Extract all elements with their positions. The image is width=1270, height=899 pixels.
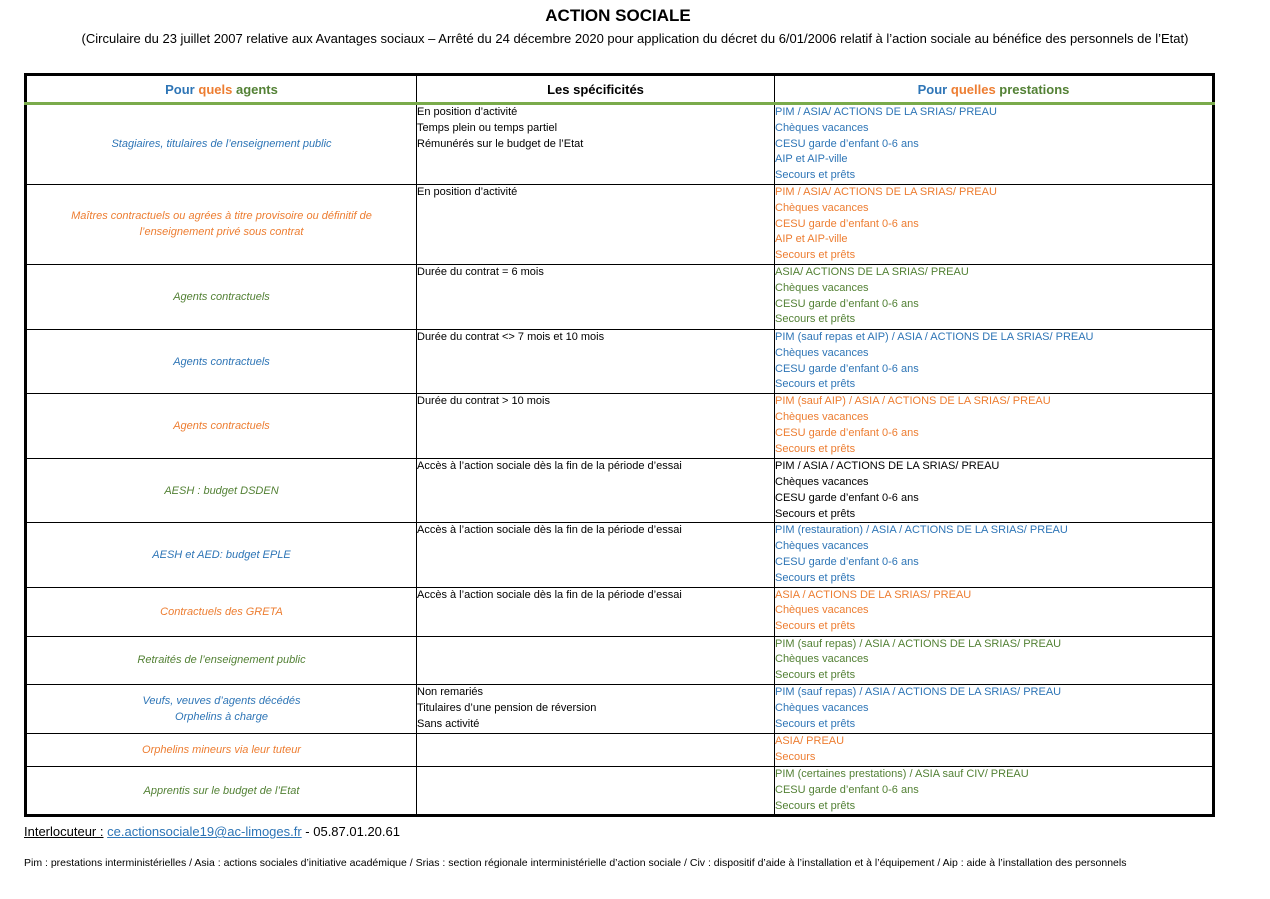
specificite-line: Sans activité [417,717,480,730]
prestation-line: Secours et prêts [775,169,856,182]
prestation-line: AIP et AIP-ville [775,153,848,166]
prestation-line: Secours et prêts [775,799,856,812]
specificite-line: En position d’activité [417,106,518,118]
prestations-cell [775,766,1214,815]
header-prestations: Pour quelles prestations [775,75,1214,104]
prestation-line: Chèques vacances [775,121,869,134]
agent-line: Orphelins mineurs via leur tuteur [142,743,301,756]
specificite-line: Durée du contrat = 6 mois [417,265,544,278]
prestation-line: CESU garde d’enfant 0-6 ans [775,137,919,150]
agent-cell [26,636,417,684]
table-row [26,329,1214,393]
agent-line: AESH et AED: budget EPLE [152,548,291,561]
prestation-line: CESU garde d’enfant 0-6 ans [775,426,919,439]
agent-line: Agents contractuels [173,355,270,368]
agent-cell [26,264,417,329]
contact-label: Interlocuteur : [24,824,104,839]
specificites-cell [417,766,775,815]
agent-line: l’enseignement privé sous contrat [139,226,304,239]
table-row [26,184,1214,264]
prestations-cell [775,459,1214,523]
table-row [26,523,1214,587]
agent-cell [26,184,417,264]
specificite-line: Temps plein ou temps partiel [417,121,558,134]
prestation-line: Secours [775,750,816,763]
agent-line: Agents contractuels [173,290,270,303]
prestation-line: Secours et prêts [775,669,856,682]
specificite-line: Durée du contrat > 10 mois [417,395,550,408]
prestation-line: CESU garde d’enfant 0-6 ans [775,362,919,375]
specificites-cell [417,684,775,733]
prestation-line: ASIA/ PREAU [775,734,845,747]
table-row [26,459,1214,523]
prestation-line: AIP et AIP-ville [775,233,848,246]
specificites-cell [417,636,775,684]
specificite-line: Accès à l’action sociale dès la fin de la période d’essai [417,588,682,601]
prestation-line: Chèques vacances [775,201,869,214]
table-row [26,104,1214,185]
contact-line [24,824,400,839]
table-row [26,766,1214,815]
agent-line: Orphelins à charge [175,710,268,723]
action-sociale-table [24,73,1215,817]
agent-line: Apprentis sur le budget de l’Etat [143,784,300,797]
prestations-cell [775,184,1214,264]
table-row [26,733,1214,766]
contact-phone: - 05.87.01.20.61 [301,824,400,839]
prestation-line: Chèques vacances [775,281,869,294]
prestations-cell [775,684,1214,733]
prestation-line: Secours et prêts [775,620,856,633]
table-row [26,684,1214,733]
prestation-line: PIM (restauration) / ASIA / ACTIONS DE LA SRIAS/ PREAU [775,524,1068,537]
page-subtitle: (Circulaire du 23 juillet 2007 relative aux Avantages sociaux – Arrêté du 24 décembre 2020 pour application du décret du 6/01/2006 relatif à l’action sociale au bénéfice des personnels de l’Etat) [81,31,1189,46]
prestation-line: Chèques vacances [775,701,869,714]
table-body [26,104,1214,816]
specificites-cell [417,587,775,636]
specificite-line: Titulaires d’une pension de réversion [417,701,597,714]
specificites-cell [417,329,775,393]
agent-line: Stagiaires, titulaires de l’enseignement public [111,138,332,151]
prestation-line: CESU garde d’enfant 0-6 ans [775,491,919,504]
prestation-line: CESU garde d’enfant 0-6 ans [775,555,919,568]
prestation-line: Secours et prêts [775,571,856,584]
specificites-cell [417,264,775,329]
prestation-line: Secours et prêts [775,249,856,262]
prestations-cell [775,587,1214,636]
prestation-line: PIM (certaines prestations) / ASIA sauf CIV/ PREAU [775,767,1029,780]
table-row [26,587,1214,636]
agent-cell [26,766,417,815]
prestation-line: Secours et prêts [775,717,856,730]
prestations-cell [775,394,1214,459]
specificites-cell [417,459,775,523]
agent-line: Contractuels des GRETA [160,605,283,618]
agent-cell [26,329,417,393]
specificites-cell [417,394,775,459]
prestations-cell [775,264,1214,329]
agent-cell [26,394,417,459]
agent-cell [26,523,417,587]
prestation-line: CESU garde d’enfant 0-6 ans [775,783,919,796]
prestation-line: Chèques vacances [775,604,869,617]
prestations-cell [775,104,1214,185]
prestation-line: Secours et prêts [775,378,856,391]
prestation-line: ASIA / ACTIONS DE LA SRIAS/ PREAU [775,588,972,601]
specificites-cell [417,104,775,185]
agent-cell [26,104,417,185]
prestation-line: Secours et prêts [775,313,856,326]
agent-line: Agents contractuels [173,420,270,433]
agent-cell [26,459,417,523]
prestation-line: PIM (sauf repas) / ASIA / ACTIONS DE LA SRIAS/ PREAU [775,637,1062,650]
prestation-line: Chèques vacances [775,346,869,359]
prestation-line: PIM / ASIA/ ACTIONS DE LA SRIAS/ PREAU [775,185,997,198]
specificite-line: Accès à l’action sociale dès la fin de la période d’essai [417,460,682,473]
prestation-line: Secours et prêts [775,507,856,520]
agent-line: Veufs, veuves d’agents décédés [142,694,301,707]
specificites-cell [417,523,775,587]
specificites-cell [417,733,775,766]
prestation-line: PIM / ASIA / ACTIONS DE LA SRIAS/ PREAU [775,460,1000,473]
prestation-line: CESU garde d’enfant 0-6 ans [775,297,919,310]
prestation-line: PIM (sauf repas et AIP) / ASIA / ACTIONS DE LA SRIAS/ PREAU [775,330,1094,343]
page-title: ACTION SOCIALE [545,6,691,25]
agent-cell [26,587,417,636]
prestation-line: ASIA/ ACTIONS DE LA SRIAS/ PREAU [775,265,969,278]
header-specificites: Les spécificités [417,75,775,104]
table-row [26,394,1214,459]
table-row [26,264,1214,329]
prestations-cell [775,636,1214,684]
table-header-row [26,75,1214,104]
specificite-line: Durée du contrat <> 7 mois et 10 mois [417,330,605,343]
specificite-line: En position d’activité [417,185,518,198]
agent-cell [26,733,417,766]
prestation-line: Secours et prêts [775,442,856,455]
specificite-line: Non remariés [417,685,484,698]
prestation-line: CESU garde d’enfant 0-6 ans [775,217,919,230]
agent-line: Retraités de l’enseignement public [137,654,306,667]
prestations-cell [775,329,1214,393]
prestation-line: Chèques vacances [775,410,869,423]
contact-email-link[interactable]: ce.actionsociale19@ac-limoges.fr [107,824,302,839]
prestations-cell [775,733,1214,766]
prestation-line: Chèques vacances [775,540,869,553]
specificites-cell [417,184,775,264]
abbreviations-legend: Pim : prestations interministérielles / Asia : actions sociales d’initiative académique / Srias : section régionale interministérielle d’action sociale / Civ : dispositif d’aide à l’installation et à l’équipement / Aip : aide à l’installation des personnels [24,857,1127,869]
prestation-line: PIM (sauf AIP) / ASIA / ACTIONS DE LA SRIAS/ PREAU [775,395,1051,408]
prestation-line: Chèques vacances [775,653,869,666]
prestations-cell [775,523,1214,587]
agent-line: Maîtres contractuels ou agrées à titre provisoire ou définitif de [71,210,372,223]
prestation-line: PIM (sauf repas) / ASIA / ACTIONS DE LA SRIAS/ PREAU [775,685,1062,698]
prestation-line: PIM / ASIA/ ACTIONS DE LA SRIAS/ PREAU [775,106,997,118]
specificite-line: Rémunérés sur le budget de l’Etat [417,137,584,150]
agent-line: AESH : budget DSDEN [164,484,279,497]
header-agents: Pour quels agents [26,75,417,104]
table-row [26,636,1214,684]
agent-cell [26,684,417,733]
prestation-line: Chèques vacances [775,475,869,488]
specificite-line: Accès à l’action sociale dès la fin de la période d’essai [417,524,682,537]
